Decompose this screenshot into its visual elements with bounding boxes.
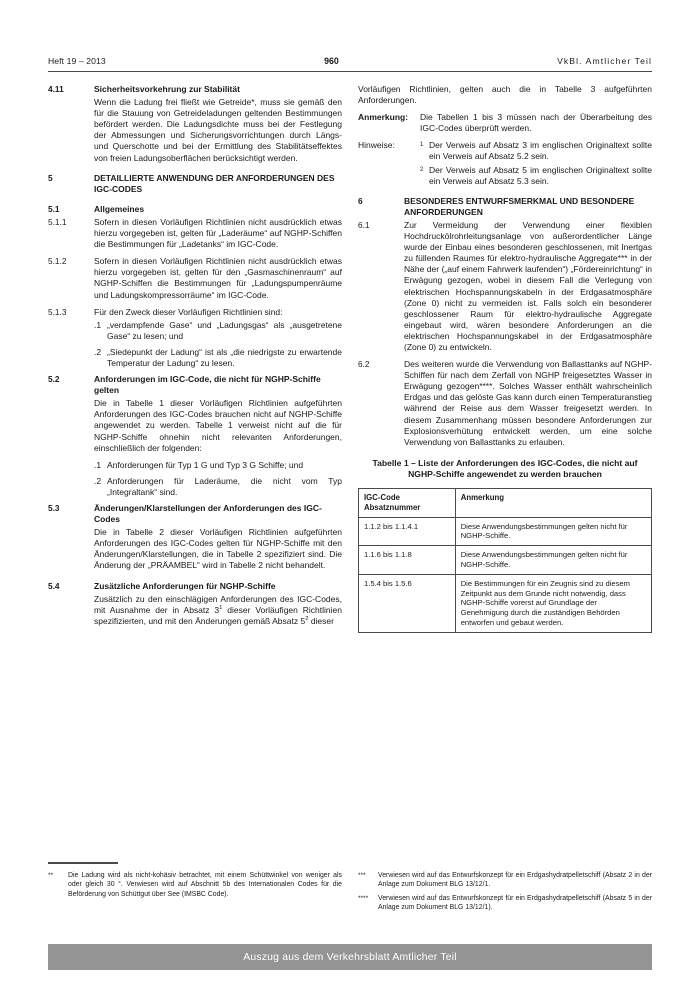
footnotes-left — [48, 862, 342, 917]
section-4-11-heading: Sicherheitsvorkehrung zur Stabilität — [94, 84, 240, 94]
footnotes-area — [48, 862, 652, 917]
header-page-number: 960 — [324, 56, 339, 66]
section-5-4-paragraph — [94, 594, 342, 627]
table-1-caption: Tabelle 1 – Liste der Anforderungen des IGC-Codes, die nicht auf NGHP-Schiffe angewendet zu werden brauchen — [372, 457, 638, 480]
section-5-1-3-number: 5.1.3 — [48, 306, 67, 317]
footnotes-right — [358, 862, 652, 917]
page-header — [48, 56, 652, 66]
footnote-text: Die Ladung wird als nicht-kohäsiv betrachtet, mit einem Schüttwinkel von weniger als oder gleich 30 °. Verwiesen wird auf Abschnitt 5b des Internationalen Codes für die Beförderung von Schüttgut über See (IMSBC Code). — [68, 872, 342, 898]
section-6-2-number: 6.2 — [358, 359, 370, 370]
item-marker: .1 — [94, 459, 102, 470]
cell-ref: 1.5.4 bis 1.5.6 — [359, 574, 456, 632]
section-4-11-heading-row — [48, 84, 342, 95]
cell-note: Diese Anwendungsbestimmungen gelten nicht für NGHP-Schiffe. — [455, 546, 651, 575]
footnote-text: Verwiesen wird auf das Entwurfskonzept für ein Erdgashydratpelletschiff (Absatz 2 in der Anlage zum Dokument BLG 13/12/1. — [378, 872, 652, 889]
item-text: „Siedepunkt der Ladung“ ist als „die niedrigste zu erwartende Temperatur der Ladung“ zu lesen. — [107, 346, 342, 368]
continuation-paragraph: Vorläufigen Richtlinien, gelten auch die in Tabelle 3 aufgeführten Anforderungen. — [358, 84, 652, 106]
item-marker: .1 — [94, 319, 102, 330]
section-5-1-number: 5.1 — [48, 203, 60, 214]
section-5-1-2-row — [48, 256, 342, 300]
list-item — [94, 347, 342, 369]
footnote-marker: *** — [358, 872, 366, 879]
section-5-1-heading-row — [48, 204, 342, 215]
section-6-heading: BESONDERES ENTWURFSMERKMAL UND BESONDERE ANFORDERUNGEN — [404, 195, 635, 217]
hinweise-row — [358, 140, 652, 162]
section-5-3-heading-row — [48, 503, 342, 525]
note-text: Der Verweis auf Absatz 5 im englischen Originaltext sollte ein Verweis auf Absatz 5.3 sein. — [429, 164, 652, 186]
section-6-heading-row — [358, 196, 652, 218]
section-5-1-2-paragraph: Sofern in diesen Vorläufigen Richtlinien nicht ausdrücklich etwas hierzu vorgegeben ist, gelten für den „Gasmaschinenraum“ auf NGHP-Schiffen die Bestimmungen für „Ladungspumpenräume und Ladungskompressorräume“ im IGC-Code. — [94, 256, 342, 300]
section-5-4-text-a: Zusätzlich zu den einschlägigen Anforderungen des IGC-Codes, mit Ausnahme der in Absatz 3 — [94, 593, 342, 615]
section-5-1-3-row — [48, 307, 342, 318]
hinweise-label: Hinweise: — [358, 140, 395, 151]
item-marker: .2 — [94, 346, 102, 357]
section-5-1-1-number: 5.1.1 — [48, 216, 67, 227]
anmerkung-label: Anmerkung: — [358, 112, 409, 123]
table-row — [359, 574, 652, 632]
table-row — [359, 517, 652, 546]
section-5-3-paragraph: Die in Tabelle 2 dieser Vorläufigen Richtlinien aufgeführten Anforderungen des IGC-Codes gelten für NGHP-Schiffe mit den Änderungen/Klarstellungen, die in Tabelle 2 spezifiziert sind. Die Änderung der „PRÄAMBEL“ wird in Tabelle 2 nicht behandelt. — [94, 527, 342, 571]
section-5-4-heading-row — [48, 581, 342, 592]
source-banner: Auszug aus dem Verkehrsblatt Amtlicher Teil — [48, 944, 652, 970]
footnote — [358, 894, 652, 913]
section-5-4-heading: Zusätzliche Anforderungen für NGHP-Schiffe — [94, 580, 276, 591]
section-5-heading: DETAILLIERTE ANWENDUNG DER ANFORDERUNGEN DES IGC-CODES — [94, 172, 335, 194]
section-5-4-text-c: dieser — [308, 615, 334, 626]
section-6-1-paragraph: Zur Vermeidung der Verwendung einer flexiblen Hochdruckölrohrleitungsanlage von außerordentlicher Länge wurde der Einbau eines besonderen geschlossenen, mit Inertgas zu füllenden Raumes für elektro-hydraulische Aggregate*** in der Nähe der („auf einem Fahrwerk laufenden“) „Fördereinrichtung“ in Erwägung gezogen, wobei in diesem Fall die Verlegung von elektrischen Hochspannungskabeln in der Erdgasatmosphäre (Zone 0) nicht zu vermeiden ist. Falls solch ein besonderer geschlossener Raum für elektro-hydraulische Aggregate eingebaut wird, wären besondere Anforderungen an die elektrischen Hochspannungskabel in der Erdgasatmosphäre (Zone 0) zu entwickeln. — [404, 219, 652, 352]
footnote-text: Verwiesen wird auf das Entwurfskonzept für ein Erdgashydratpelletschiff (Absatz 5 in der Anlage zum Dokument BLG 13/12/1). — [378, 894, 652, 912]
note-marker: 2 — [420, 166, 424, 173]
header-issue: Heft 19 – 2013 — [48, 56, 106, 66]
section-5-4-number: 5.4 — [48, 580, 60, 591]
item-text: Anforderungen für Laderäume, die nicht vom Typ „Integraltank“ sind. — [107, 475, 342, 497]
section-5-1-1-paragraph: Sofern in diesen Vorläufigen Richtlinien nicht ausdrücklich etwas hierzu vorgegeben ist, gelten für „Laderäume“ auf NGHP-Schiffen die Bestimmungen für „Ladetanks“ im IGC-Code. — [94, 216, 342, 250]
table-1 — [358, 488, 652, 633]
table-header-row — [359, 489, 652, 518]
cell-note: Die Bestimmungen für ein Zeugnis sind zu diesem Zeitpunkt aus dem Grunde nicht notwendig, dass NGHP-Schiffe vorerst auf Grundlage der Genehmigung durch die zuständigen Behörden entworfen und gebaut werden. — [455, 574, 651, 632]
section-6-1-number: 6.1 — [358, 219, 370, 230]
anmerkung-row — [358, 112, 652, 134]
section-5-1-heading: Allgemeines — [94, 203, 145, 214]
section-5-3-heading: Änderungen/Klarstellungen der Anforderungen des IGC-Codes — [94, 503, 322, 525]
footnote-ref-2: 2 — [305, 616, 309, 623]
cell-note: Diese Anwendungsbestimmungen gelten nicht für NGHP-Schiffe. — [455, 517, 651, 546]
right-column — [358, 84, 652, 856]
section-4-11-paragraph: Wenn die Ladung frei fließt wie Getreide*, muss sie gemäß den für die Stauung von Getreideladungen geltenden Bestimmungen befördert werden. Die Ladungsdichte muss bei der Festlegung der Abmessungen und Sicherungsvorrichtungen durch Längs- und Querschotte und bei der Ermittlung des Stabilitätseffektes von freien Ladungsoberflächen berücksichtigt werden. — [94, 97, 342, 163]
section-4-11-number: 4.11 — [48, 84, 64, 94]
column-header-anmerkung: Anmerkung — [455, 489, 651, 518]
section-5-2-heading-row — [48, 374, 342, 396]
section-5-2-paragraph: Die in Tabelle 1 dieser Vorläufigen Richtlinien aufgeführten Anforderungen des IGC-Codes brauchen nicht auf NGHP-Schiffe angewendet zu werden. Tabelle 1 verweist nicht auf die für NGHP-Schiffe ohnehin nicht relevanten Anforderungen, einschließlich der folgenden: — [94, 398, 342, 453]
item-text: „verdampfende Gase“ und „Ladungsgas“ als „ausgetretene Gase“ zu lesen; und — [107, 319, 342, 341]
section-5-1-1-row — [48, 217, 342, 250]
header-publication: VkBl. Amtlicher Teil — [557, 56, 652, 66]
item-marker: .2 — [94, 475, 102, 486]
hinweise-note-2 — [420, 165, 652, 187]
footnote-marker: **** — [358, 894, 369, 902]
section-5-2-number: 5.2 — [48, 374, 60, 385]
hinweise-note-1 — [420, 140, 652, 162]
column-header-line-2: Absatznummer — [364, 502, 421, 512]
section-5-3-number: 5.3 — [48, 503, 60, 513]
header-divider — [48, 71, 652, 72]
note-marker: 1 — [420, 142, 424, 149]
section-5-1-3-paragraph: Für den Zweck dieser Vorläufigen Richtlinien sind: — [94, 306, 283, 317]
left-column — [48, 84, 342, 856]
list-item — [94, 476, 342, 498]
section-6-1-row — [358, 220, 652, 353]
anmerkung-text: Die Tabellen 1 bis 3 müssen nach der Überarbeitung des IGC-Codes überprüft werden. — [420, 112, 652, 134]
section-5-heading-row — [48, 173, 342, 195]
section-5-4-text-b: dieser Vorläufigen Richtlinien spezifizierten, und mit den Änderungen gemäß Absatz 5 — [94, 604, 342, 626]
table-row — [359, 546, 652, 575]
section-5-2-heading: Anforderungen im IGC-Code, die nicht für NGHP-Schiffe gelten — [94, 374, 321, 396]
note-text: Der Verweis auf Absatz 3 im englischen Originaltext sollte ein Verweis auf Absatz 5.2 sein. — [429, 140, 652, 162]
cell-ref: 1.1.6 bis 1.1.8 — [359, 546, 456, 575]
section-6-number: 6 — [358, 195, 363, 206]
footnote-divider — [48, 862, 118, 864]
column-header-igc-code — [359, 489, 456, 518]
column-header-line-1: IGC-Code — [364, 493, 400, 502]
section-6-2-paragraph: Des weiteren wurde die Verwendung von Ballasttanks auf NGHP-Schiffen für nach dem Zerfall von NGHP freigesetztes Wasser in Erwägung gezogen****. Solches Wasser enthält wahrscheinlich Erdgas und das gelöste Gas kann durch einen Temperaturanstieg während der Reise aus dem Wasser freigesetzt werden. In diesem Zusammenhang müssen besondere Anforderungen zur Explosionsverhütung entwickelt werden, um eine solche Verwendung von Ballasttanks zu erlauben. — [404, 359, 652, 447]
content-columns — [48, 84, 652, 856]
footnote — [48, 871, 342, 899]
item-text: Anforderungen für Typ 1 G und Typ 3 G Schiffe; und — [107, 459, 304, 470]
section-5-number: 5 — [48, 172, 53, 183]
footnote-ref-1: 1 — [219, 604, 223, 611]
list-item — [94, 460, 342, 471]
cell-ref: 1.1.2 bis 1.1.4.1 — [359, 517, 456, 546]
list-item — [94, 320, 342, 342]
footnote — [358, 871, 652, 890]
footnote-marker: ** — [48, 872, 54, 879]
section-6-2-row — [358, 359, 652, 448]
section-5-1-2-number: 5.1.2 — [48, 256, 67, 267]
